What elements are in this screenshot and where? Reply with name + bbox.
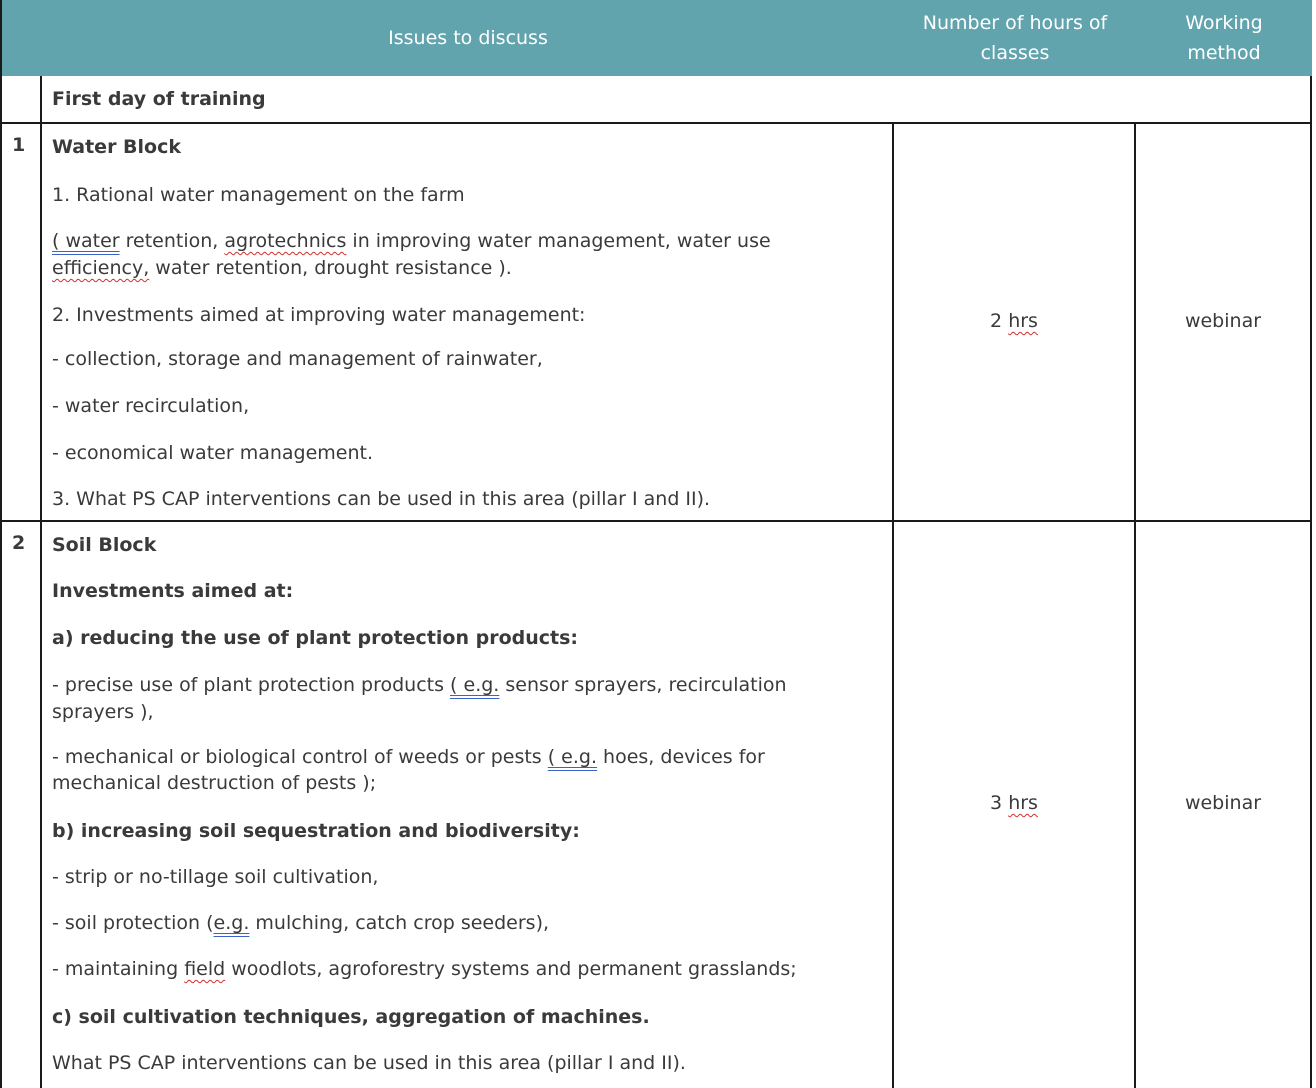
field-word: field [184,958,226,980]
header-hours [894,0,1136,76]
border-left [0,0,2,1088]
soil-a2-eg: ( e.g. [547,746,598,768]
border-right [1310,76,1312,1088]
water-bullet-2: - water recirculation, [52,395,250,417]
soil-b-item1: - strip or no-tillage soil cultivation, [52,866,379,888]
water-paragraph-line1 [52,228,771,254]
soil-a2-pre: - mechanical or biological control of weeds or pests [52,746,548,768]
header-method [1136,0,1312,76]
water-block-title: Water Block [52,136,182,158]
soil-a2-post: hoes, devices for [597,746,765,768]
water-text: retention, [119,230,225,252]
header-cell-number [0,0,42,76]
border-row-water [0,520,1312,522]
agrotechnics-word: agrotechnics [224,230,347,252]
soil-c-heading: c) soil cultivation techniques, aggregation of machines. [52,1006,650,1028]
soil-a-heading: a) reducing the use of plant protection products: [52,627,579,649]
soil-b-item2 [52,910,549,936]
header-method-line1: Working [1185,12,1263,34]
soil-b2-pre: - soil protection ( [52,912,214,934]
soil-b2-eg: e.g. [213,912,250,934]
water-bullet-1: - collection, storage and management of rainwater, [52,348,543,370]
soil-a-item1-line2: sprayers ), [52,701,154,723]
soil-b3-pre: - maintaining [52,958,185,980]
soil-last-line: What PS CAP interventions can be used in this area (pillar I and II). [52,1052,686,1074]
header-issues [42,0,894,76]
soil-hours-num: 3 [990,792,1009,814]
soil-a-item1-line1 [52,672,787,698]
row-number-2: 2 [12,532,26,554]
soil-b-item3 [52,956,797,982]
soil-hours [894,792,1134,814]
water-hours-unit: hrs [1008,310,1038,332]
efficiency-word: efficiency, [52,257,150,279]
header-issues-label: Issues to discuss [388,27,548,49]
soil-investments-heading: Investments aimed at: [52,580,294,602]
header-hours-line1: Number of hours of [922,12,1108,34]
border-col1 [40,76,42,1088]
soil-hours-unit: hrs [1008,792,1038,814]
header-hours-line2: classes [980,42,1050,64]
day-label: First day of training [52,88,266,110]
soil-a1-pre: - precise use of plant protection products [52,674,451,696]
soil-a-item2-line2: mechanical destruction of pests ); [52,772,377,794]
soil-b2-post: mulching, catch crop seeders), [249,912,550,934]
water-item-1: 1. Rational water management on the farm [52,184,465,206]
soil-method: webinar [1184,792,1262,814]
water-method: webinar [1184,310,1262,332]
soil-block-title: Soil Block [52,534,157,556]
soil-b-heading: b) increasing soil sequestration and biodiversity: [52,820,580,842]
border-row-day [0,122,1312,124]
water-text-end: water retention, drought resistance ). [149,257,512,279]
water-text-tail: in improving water management, water use [346,230,771,252]
water-hours [894,310,1134,332]
soil-a-item2-line1 [52,744,765,770]
soil-a1-eg: ( e.g. [450,674,500,696]
water-item-3: 3. What PS CAP interventions can be used in this area (pillar I and II). [52,488,711,510]
water-paren-word: ( water [52,230,120,252]
water-paragraph-line2 [52,255,512,281]
border-col3 [1134,122,1136,1088]
header-method-line2: method [1187,42,1261,64]
row-number-1: 1 [12,134,26,156]
water-item-2: 2. Investments aimed at improving water management: [52,304,586,326]
border-col2 [892,122,894,1088]
water-bullet-3: - economical water management. [52,442,374,464]
soil-b3-post: woodlots, agroforestry systems and permanent grasslands; [225,958,797,980]
water-hours-num: 2 [990,310,1009,332]
soil-a1-post: sensor sprayers, recirculation [499,674,787,696]
